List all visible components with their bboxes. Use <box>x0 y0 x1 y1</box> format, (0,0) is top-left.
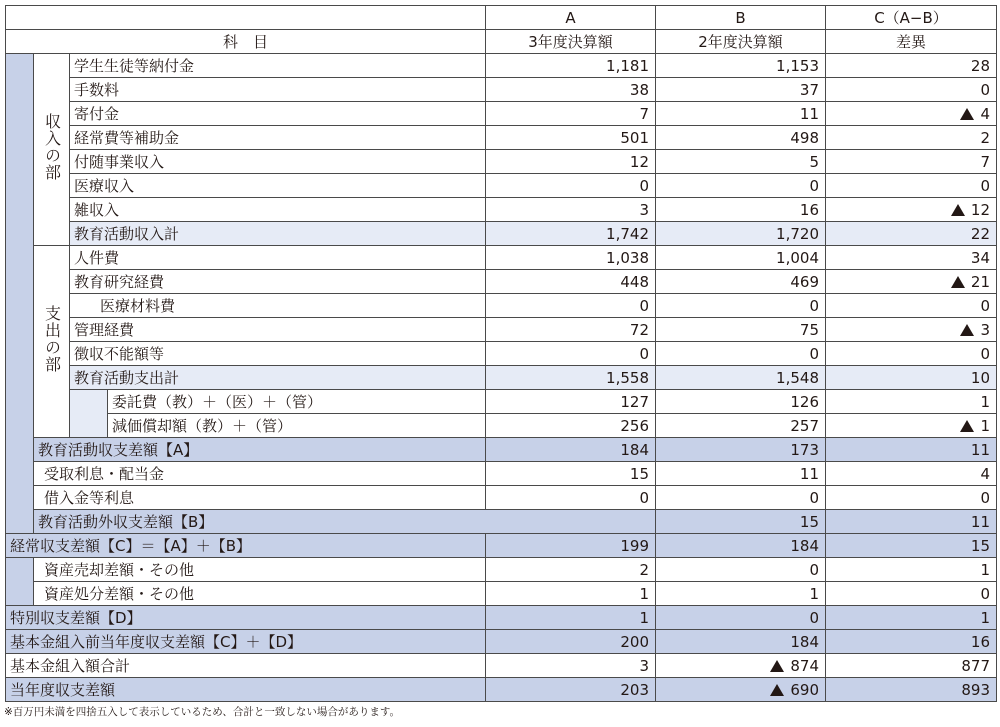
value-c: 16 <box>826 630 997 654</box>
negative-triangle-icon <box>951 276 965 288</box>
value-b: 1,548 <box>656 366 826 390</box>
value-c: 0 <box>826 294 997 318</box>
pre-transfer-balance-row <box>6 630 997 654</box>
special-balance-row <box>6 606 997 630</box>
header-col-b: B <box>656 6 826 30</box>
value-b: 498 <box>656 126 826 150</box>
value-a: 1,038 <box>486 246 656 270</box>
table-row <box>6 246 997 270</box>
value-a: 448 <box>486 270 656 294</box>
value-b: 0 <box>656 294 826 318</box>
financial-statement-table <box>5 5 997 702</box>
value-a: 0 <box>486 486 656 510</box>
table-row <box>6 54 997 78</box>
header-col-c: C（A−B） <box>826 6 997 30</box>
value-b: 0 <box>656 342 826 366</box>
value-b: 11 <box>656 462 826 486</box>
value-a: 1,558 <box>486 366 656 390</box>
value-a: 256 <box>486 414 656 438</box>
header-row-labels <box>6 30 997 54</box>
value-b: 0 <box>656 558 826 582</box>
footnote: ※百万円未満を四捨五入して表示しているため、合計と一致しない場合があります。 <box>4 706 401 718</box>
value-a: 203 <box>486 678 656 702</box>
value-c: 34 <box>826 246 997 270</box>
row-label: 資産処分差額・その他 <box>34 582 486 606</box>
header-b-label: 2年度決算額 <box>656 30 826 54</box>
row-label: 資産売却差額・その他 <box>34 558 486 582</box>
table-row <box>6 342 997 366</box>
table-row <box>6 414 997 438</box>
row-label: 当年度収支差額 <box>6 678 486 702</box>
value-a: 15 <box>486 462 656 486</box>
value-b: 75 <box>656 318 826 342</box>
value-c: 1 <box>826 414 997 438</box>
value-b: 173 <box>656 438 826 462</box>
header-row-letters <box>6 6 997 30</box>
value-b: 1,004 <box>656 246 826 270</box>
value-b: 184 <box>656 630 826 654</box>
table-row <box>6 78 997 102</box>
value-a: 1 <box>486 606 656 630</box>
value-c: 0 <box>826 486 997 510</box>
row-label: 経常収支差額【C】＝【A】＋【B】 <box>6 534 486 558</box>
value-a: 0 <box>486 294 656 318</box>
value-c: 0 <box>826 78 997 102</box>
value-c: 1 <box>826 390 997 414</box>
edu-balance-row <box>6 438 997 462</box>
value-b: 0 <box>656 606 826 630</box>
value-a: 38 <box>486 78 656 102</box>
expense-section-label: 支出の部 <box>34 246 70 438</box>
row-label: 受取利息・配当金 <box>34 462 486 486</box>
value-b: 0 <box>656 486 826 510</box>
row-label: 基本金組入前当年度収支差額【C】＋【D】 <box>6 630 486 654</box>
value-c: 28 <box>826 54 997 78</box>
value-a: 7 <box>486 102 656 126</box>
row-label: 教育活動支出計 <box>70 366 486 390</box>
value-c: 1 <box>826 558 997 582</box>
row-label: 経常費等補助金 <box>70 126 486 150</box>
row-label: 特別収支差額【D】 <box>6 606 486 630</box>
income-section-label: 収入の部 <box>34 54 70 246</box>
table-row <box>6 102 997 126</box>
table-row <box>6 318 997 342</box>
value-c: 3 <box>826 318 997 342</box>
row-label: 教育活動収支差額【A】 <box>34 438 486 462</box>
value-c: 4 <box>826 102 997 126</box>
value-b: 5 <box>656 150 826 174</box>
row-label: 学生生徒等納付金 <box>70 54 486 78</box>
row-label: 管理経費 <box>70 318 486 342</box>
value-c: 0 <box>826 342 997 366</box>
value-a: 15 <box>656 510 826 534</box>
table-row <box>6 486 997 510</box>
value-b: 469 <box>656 270 826 294</box>
row-label: 雑収入 <box>70 198 486 222</box>
fund-transfer-row <box>6 654 997 678</box>
row-label: 教育活動収入計 <box>70 222 486 246</box>
header-a-label: 3年度決算額 <box>486 30 656 54</box>
row-label: 教育活動外収支差額【B】 <box>34 510 656 534</box>
value-a: 1,742 <box>486 222 656 246</box>
table-row <box>6 198 997 222</box>
negative-triangle-icon <box>951 204 965 216</box>
row-label: 手数料 <box>70 78 486 102</box>
table-row <box>6 150 997 174</box>
value-a: 1 <box>486 582 656 606</box>
value-a: 501 <box>486 126 656 150</box>
header-col-a: A <box>486 6 656 30</box>
table-row <box>6 390 997 414</box>
value-b: 1,153 <box>656 54 826 78</box>
value-b: 690 <box>656 678 826 702</box>
value-a: 3 <box>486 654 656 678</box>
value-c: 0 <box>826 174 997 198</box>
value-b: 11 <box>826 510 997 534</box>
ordinary-section-band <box>6 54 34 534</box>
value-a: 184 <box>486 438 656 462</box>
value-b: 1,720 <box>656 222 826 246</box>
row-label: 教育研究経費 <box>70 270 486 294</box>
value-a: 1,181 <box>486 54 656 78</box>
ordinary-balance-row <box>6 534 997 558</box>
row-label: 借入金等利息 <box>34 486 486 510</box>
value-c: 21 <box>826 270 997 294</box>
row-label: 医療材料費 <box>70 294 486 318</box>
negative-triangle-icon <box>960 324 974 336</box>
value-c: 893 <box>826 678 997 702</box>
row-label: 基本金組入額合計 <box>6 654 486 678</box>
current-balance-row <box>6 678 997 702</box>
negative-triangle-icon <box>960 420 974 432</box>
table-row <box>6 270 997 294</box>
table-row <box>6 462 997 486</box>
value-c: 11 <box>826 438 997 462</box>
value-c: 10 <box>826 366 997 390</box>
row-label: 減価償却額（教）＋（管） <box>108 414 486 438</box>
value-b: 16 <box>656 198 826 222</box>
row-label: 寄付金 <box>70 102 486 126</box>
value-c: 7 <box>826 150 997 174</box>
header-item: 科 目 <box>6 30 486 54</box>
negative-triangle-icon <box>770 684 784 696</box>
value-a: 0 <box>486 174 656 198</box>
value-b: 257 <box>656 414 826 438</box>
header-c-label: 差異 <box>826 30 997 54</box>
row-label: 医療収入 <box>70 174 486 198</box>
table-row <box>6 582 997 606</box>
row-label: 委託費（教）＋（医）＋（管） <box>108 390 486 414</box>
value-c: 4 <box>826 462 997 486</box>
value-c: 22 <box>826 222 997 246</box>
table-row <box>6 294 997 318</box>
row-label: 付随事業収入 <box>70 150 486 174</box>
header-blank <box>6 6 486 30</box>
negative-triangle-icon <box>770 660 784 672</box>
value-b: 184 <box>656 534 826 558</box>
value-c: 2 <box>826 126 997 150</box>
value-b: 1 <box>656 582 826 606</box>
value-a: 0 <box>486 342 656 366</box>
value-a: 127 <box>486 390 656 414</box>
table-row <box>6 558 997 582</box>
value-a: 12 <box>486 150 656 174</box>
value-a: 200 <box>486 630 656 654</box>
value-b: 11 <box>656 102 826 126</box>
negative-triangle-icon <box>960 108 974 120</box>
table-row <box>6 174 997 198</box>
expense-total-row <box>6 366 997 390</box>
value-a: 199 <box>486 534 656 558</box>
row-label: 徴収不能額等 <box>70 342 486 366</box>
value-c: 0 <box>826 582 997 606</box>
indent-spacer <box>70 390 108 438</box>
value-c: 877 <box>826 654 997 678</box>
non-edu-balance-row <box>6 510 997 534</box>
value-b: 126 <box>656 390 826 414</box>
value-c: 1 <box>826 606 997 630</box>
value-b: 37 <box>656 78 826 102</box>
value-c: 15 <box>826 534 997 558</box>
value-a: 72 <box>486 318 656 342</box>
value-a: 3 <box>486 198 656 222</box>
value-c: 12 <box>826 198 997 222</box>
income-total-row <box>6 222 997 246</box>
value-a: 2 <box>486 558 656 582</box>
value-b: 0 <box>656 174 826 198</box>
value-b: 874 <box>656 654 826 678</box>
row-label: 人件費 <box>70 246 486 270</box>
table-row <box>6 126 997 150</box>
special-section-band <box>6 558 34 606</box>
